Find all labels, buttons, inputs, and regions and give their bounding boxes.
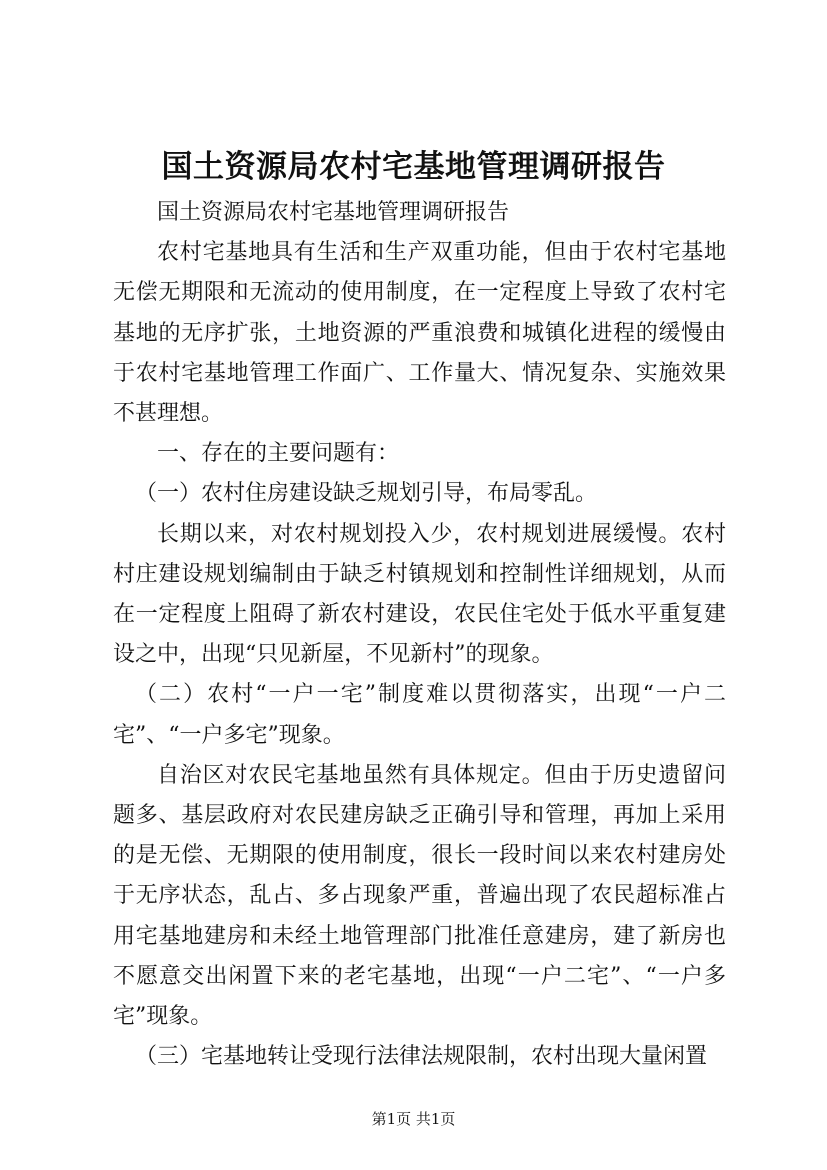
document-body <box>113 193 726 1077</box>
intro-paragraph: 农村宅基地具有生活和生产双重功能，但由于农村宅基地无偿无期限和无流动的使用制度，在一定程度上导致了农村宅基地的无序扩张，土地资源的严重浪费和城镇化进程的缓慢由于农村宅基地管理工作面广、工作量大、情况复杂、实施效果不甚理想。 <box>113 240 726 427</box>
body-paragraph-1: 长期以来，对农村规划投入少，农村规划进展缓慢。农村村庄建设规划编制由于缺乏村镇规划和控制性详细规划，从而在一定程度上阻碍了新农村建设，农民住宅处于低水平重复建设之中，出现“只见新屋，不见新村”的现象。 <box>113 521 726 668</box>
subsection-heading-1: （一）农村住房建设缺乏规划引导，布局零乱。 <box>135 481 598 507</box>
body-paragraph-2: 自治区对农民宅基地虽然有具体规定。但由于历史遗留问题多、基层政府对农民建房缺乏正确引导和管理，再加上采用的是无偿、无期限的使用制度，很长一段时间以来农村建房处于无序状态，乱占、多占现象严重，普遍出现了农民超标准占用宅基地建房和未经土地管理部门批准任意建房，建了新房也不愿意交出闲置下来的老宅基地，出现“一户二宅”、“一户多宅”现象。 <box>113 762 726 1030</box>
subsection-heading-3: （三）宅基地转让受现行法律法规限制，农村出现大量闲置 <box>135 1044 708 1070</box>
page-footer: 第1页 共1页 <box>371 1110 456 1128</box>
document-title: 国土资源局农村宅基地管理调研报告 <box>161 149 666 185</box>
subsection-heading-2: （二）农村“一户一宅”制度难以贯彻落实，出现“一户二宅”、“一户多宅”现象。 <box>113 682 726 748</box>
section-heading-main-problems: 一、存在的主要问题有： <box>157 441 400 467</box>
report-subtitle-paragraph: 国土资源局农村宅基地管理调研报告 <box>157 200 510 225</box>
